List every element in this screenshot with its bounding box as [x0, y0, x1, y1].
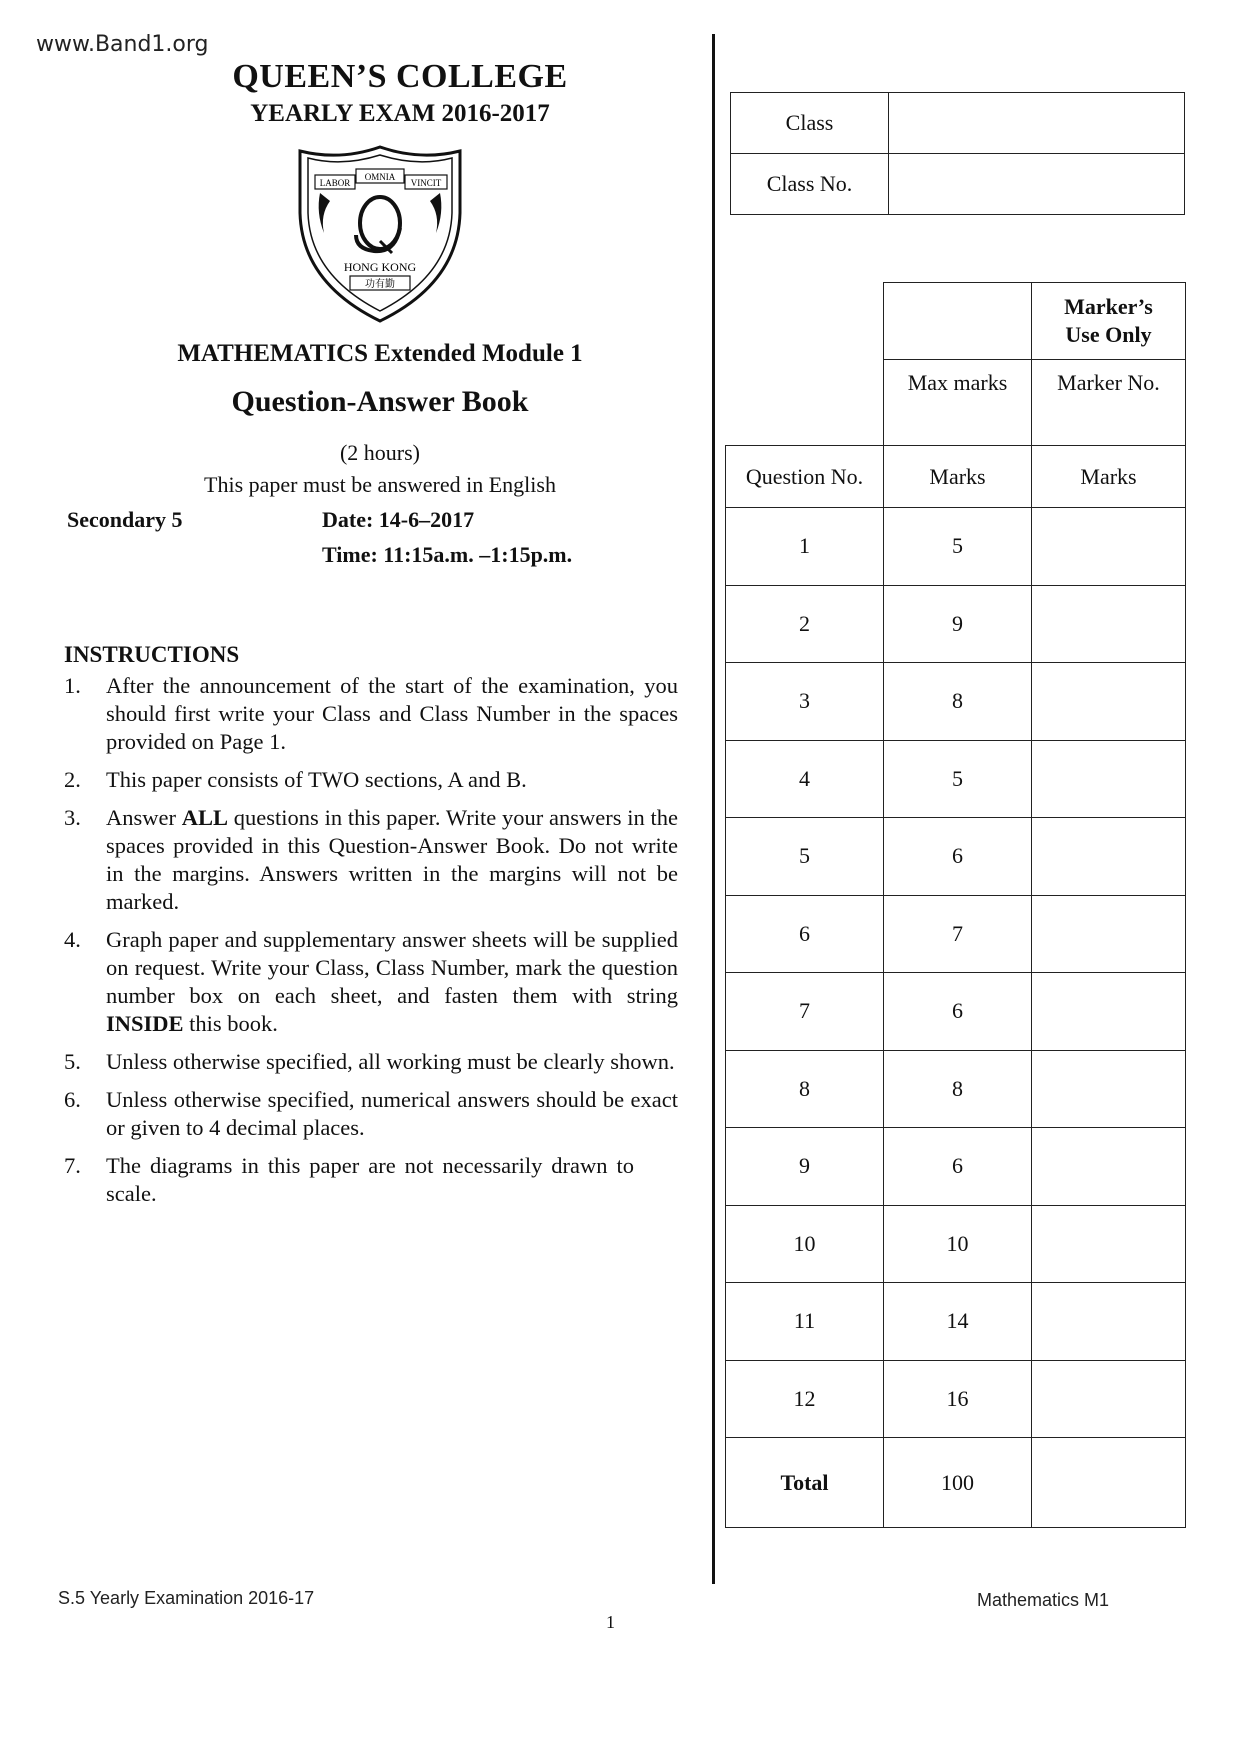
svg-text:VINCIT: VINCIT: [410, 178, 442, 188]
awarded-marks-cell[interactable]: [1032, 1128, 1186, 1206]
instruction-item: 3. Answer ALL questions in this paper. Write your answers in the spaces provided in this Question-Answer Book. Do not write in the margins. Answers written in the margins will not be marked.: [64, 805, 679, 914]
awarded-marks-cell[interactable]: [1032, 663, 1186, 741]
instructions-heading: INSTRUCTIONS: [64, 642, 240, 667]
school-crest-icon: [290, 143, 470, 323]
table-row: 3 8: [726, 663, 1186, 741]
page-divider: [712, 34, 715, 1584]
table-row: 2 9: [726, 585, 1186, 663]
svg-text:功有勤: 功有勤: [365, 279, 395, 290]
marker-marks-header: Marks: [1032, 446, 1186, 508]
footer-exam-name: S.5 Yearly Examination 2016-17: [58, 1588, 315, 1608]
table-row: 6 7: [726, 895, 1186, 973]
exam-title: YEARLY EXAM 2016-2017: [250, 100, 550, 127]
awarded-marks-cell[interactable]: [1032, 1205, 1186, 1283]
table-row: 9 6: [726, 1128, 1186, 1206]
exam-duration: (2 hours): [339, 440, 421, 465]
instruction-item: 6. Unless otherwise specified, numerical answers should be exact or given to 4 decimal places.: [64, 1087, 678, 1140]
table-row: 10 10: [726, 1205, 1186, 1283]
total-row: [726, 1438, 1186, 1528]
instruction-item: 7. The diagrams in this paper are not necessarily drawn to scale.: [64, 1153, 634, 1206]
table-row: 7 6: [726, 973, 1186, 1051]
watermark-text: www.Band1.org: [36, 32, 209, 57]
total-awarded-cell[interactable]: [1032, 1438, 1186, 1528]
awarded-marks-cell[interactable]: [1032, 973, 1186, 1051]
table-row: 8 8: [726, 1050, 1186, 1128]
svg-text:LABOR: LABOR: [319, 178, 351, 188]
page-number: 1: [606, 1612, 615, 1632]
subject-title: MATHEMATICS Extended Module 1: [177, 340, 583, 367]
marks-header-row-3: [726, 446, 1186, 508]
footer-subject: Mathematics M1: [977, 1590, 1110, 1610]
awarded-marks-cell[interactable]: [1032, 585, 1186, 663]
marker-no-header: Marker No.: [1032, 360, 1186, 446]
instruction-item: 1. After the announcement of the start of the examination, you should first write your Class and Class Number in the spaces provided on Page 1.: [64, 673, 678, 754]
instructions-list: [58, 672, 678, 1218]
awarded-marks-cell[interactable]: [1032, 1050, 1186, 1128]
class-level: Secondary 5: [67, 507, 183, 532]
svg-text:OMNIA: OMNIA: [364, 172, 396, 182]
school-name: QUEEN’S COLLEGE: [232, 58, 568, 95]
class-no-label: Class No.: [731, 154, 889, 215]
marks-header: Marks: [884, 446, 1032, 508]
table-row: 12 16: [726, 1360, 1186, 1438]
instruction-item: 4. Graph paper and supplementary answer sheets will be supplied on request. Write your Class, Class Number, mark the question number box on each sheet, and fasten them with string INSIDE this book.: [64, 927, 678, 1036]
svg-text:HONG KONG: HONG KONG: [343, 260, 417, 274]
awarded-marks-cell[interactable]: [1032, 895, 1186, 973]
question-no-header: Question No.: [726, 446, 884, 508]
class-no-field[interactable]: [889, 154, 1185, 215]
class-label: Class: [731, 93, 889, 154]
table-row: 11 14: [726, 1283, 1186, 1361]
marks-table-container: [725, 282, 1185, 1528]
marks-table: [725, 282, 1186, 1528]
awarded-marks-cell[interactable]: [1032, 740, 1186, 818]
class-field[interactable]: [889, 93, 1185, 154]
marks-header-row-2: [726, 360, 1186, 446]
table-row: 5 6: [726, 818, 1186, 896]
awarded-marks-cell[interactable]: [1032, 508, 1186, 586]
table-row: 4 5: [726, 740, 1186, 818]
total-label: Total: [726, 1438, 884, 1528]
class-no-row: [731, 154, 1185, 215]
marks-header-row-1: [726, 283, 1186, 360]
book-title: Question-Answer Book: [231, 385, 529, 418]
awarded-marks-cell[interactable]: [1032, 1360, 1186, 1438]
exam-time: Time: 11:15a.m. –1:15p.m.: [322, 542, 573, 567]
awarded-marks-cell[interactable]: [1032, 1283, 1186, 1361]
table-row: 1 5: [726, 508, 1186, 586]
class-row: [731, 93, 1185, 154]
language-note: This paper must be answered in English: [204, 472, 556, 497]
max-marks-header: Max marks: [884, 360, 1032, 446]
markers-use-only-header: Marker’s Use Only: [1032, 283, 1186, 360]
class-info-table: [730, 92, 1185, 215]
exam-date: Date: 14-6–2017: [322, 507, 475, 532]
instruction-item: 5. Unless otherwise specified, all working must be clearly shown.: [64, 1049, 675, 1074]
total-max-marks: 100: [884, 1438, 1032, 1528]
instruction-item: 2. This paper consists of TWO sections, A and B.: [64, 767, 527, 792]
awarded-marks-cell[interactable]: [1032, 818, 1186, 896]
